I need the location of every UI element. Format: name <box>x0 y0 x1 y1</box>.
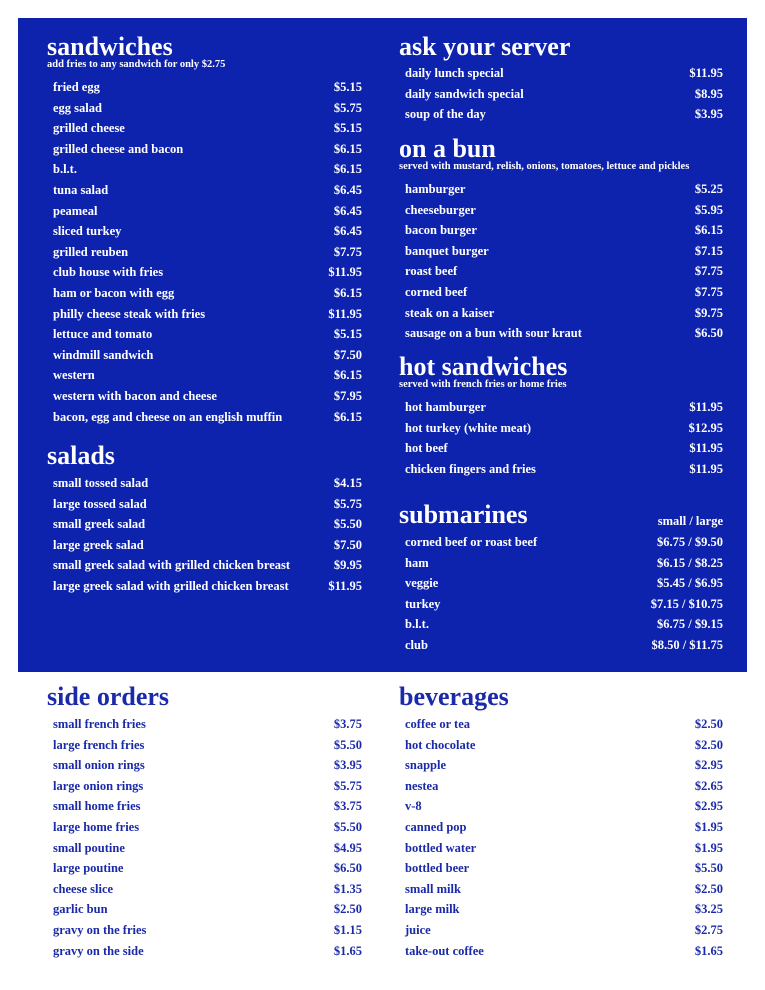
menu-item-name: hot hamburger <box>405 400 486 414</box>
menu-item-price: $7.15 / $10.75 <box>650 596 723 611</box>
menu-item <box>399 735 723 756</box>
menu-item <box>399 200 723 221</box>
menu-item <box>47 858 362 879</box>
menu-item-name: large french fries <box>53 737 145 752</box>
menu-item-name: cheese slice <box>53 881 114 896</box>
menu-item-name: grilled cheese and bacon <box>53 141 184 156</box>
menu-item-price: $3.25 <box>694 902 723 917</box>
menu-item <box>47 473 362 494</box>
menu-item-name: soup of the day <box>405 107 486 122</box>
menu-item <box>399 879 723 900</box>
menu-item-price: $2.50 <box>694 737 723 752</box>
menu-item-name: v-8 <box>405 799 422 814</box>
salads-list <box>47 473 362 597</box>
menu-item-name: b.l.t. <box>405 617 429 632</box>
menu-item-price: $5.15 <box>333 80 362 94</box>
menu-item <box>399 614 723 635</box>
menu-item-price: $4.95 <box>333 840 362 855</box>
menu-item-price: $7.50 <box>333 537 362 552</box>
menu-item <box>399 714 723 735</box>
menu-item <box>47 365 362 386</box>
menu-item <box>47 345 362 366</box>
menu-item-name: banquet burger <box>405 243 489 258</box>
menu-item-price: $2.65 <box>694 778 723 793</box>
menu-item <box>47 796 362 817</box>
menu-item <box>47 262 362 283</box>
menu-item-price: $5.75 <box>333 100 362 115</box>
menu-item <box>399 920 723 941</box>
menu-item-price: $6.45 <box>333 224 362 239</box>
menu-item <box>47 159 362 180</box>
menu-item-price: $6.15 <box>333 141 362 156</box>
menu-item-name: nestea <box>405 778 439 793</box>
menu-item-name: windmill sandwich <box>53 347 154 362</box>
menu-item-name: small greek salad with grilled chicken breast <box>53 558 291 573</box>
menu-item-name: corned beef or roast beef <box>405 535 538 549</box>
menu-item-price: $11.95 <box>689 461 723 476</box>
menu-item-price: $5.50 <box>333 819 362 834</box>
hot-sandwiches-section <box>399 354 723 479</box>
menu-item <box>47 714 362 735</box>
menu-item-price: $6.75 / $9.15 <box>657 617 723 632</box>
menu-item-price: $1.95 <box>694 840 723 855</box>
menu-item <box>399 838 723 859</box>
menu-item <box>399 323 723 344</box>
submarines-section <box>399 502 723 656</box>
menu-item-price: $2.50 <box>694 881 723 896</box>
menu-item <box>399 241 723 262</box>
menu-item-name: large poutine <box>53 861 124 876</box>
menu-item-price: $6.45 <box>333 203 362 218</box>
menu-item <box>399 63 723 84</box>
menu-item-price: $6.15 <box>333 162 362 177</box>
beverages-section <box>399 684 723 961</box>
menu-item <box>47 118 362 139</box>
menu-item-price: $6.15 <box>694 223 723 238</box>
menu-item-price: $1.65 <box>333 943 362 958</box>
menu-item-name: small milk <box>405 881 461 896</box>
on-a-bun-title: on a bun <box>399 134 496 163</box>
menu-item-name: daily lunch special <box>405 66 504 80</box>
menu-item-price: $2.50 <box>694 717 723 731</box>
hot-sandwiches-subtitle: served with french fries or home fries <box>399 379 567 390</box>
menu-item-price: $11.95 <box>328 306 362 321</box>
menu-item <box>399 84 723 105</box>
menu-item <box>47 535 362 556</box>
menu-item <box>47 242 362 263</box>
menu-item <box>47 735 362 756</box>
sandwiches-subtitle: add fries to any sandwich for only $2.75 <box>47 59 226 70</box>
menu-item-price: $6.45 <box>333 182 362 197</box>
menu-item-name: bacon burger <box>405 223 477 238</box>
menu-item-price: $11.95 <box>328 265 362 280</box>
menu-item-price: $6.15 <box>333 409 362 424</box>
menu-item-name: large milk <box>405 902 460 917</box>
salads-title: salads <box>47 441 115 470</box>
menu-item <box>399 755 723 776</box>
menu-item-price: $2.95 <box>694 799 723 814</box>
menu-item <box>47 139 362 160</box>
menu-item-name: western with bacon and cheese <box>53 388 217 403</box>
menu-item <box>47 180 362 201</box>
menu-item-name: small poutine <box>53 840 125 855</box>
menu-item-price: $6.50 <box>333 861 362 876</box>
menu-item <box>47 899 362 920</box>
ask-server-section <box>399 34 723 125</box>
menu-item <box>47 817 362 838</box>
menu-item-name: ham <box>405 555 429 570</box>
menu-item-name: large onion rings <box>53 778 144 793</box>
hot-sandwiches-title: hot sandwiches <box>399 352 568 381</box>
menu-item-price: $3.75 <box>333 717 362 731</box>
menu-item <box>399 438 723 459</box>
menu-item-name: juice <box>405 922 431 937</box>
menu-item <box>47 221 362 242</box>
menu-item <box>47 514 362 535</box>
menu-item <box>47 576 362 597</box>
menu-item <box>399 104 723 125</box>
menu-item-price: $1.35 <box>333 881 362 896</box>
menu-item-name: snapple <box>405 758 446 773</box>
menu-item-price: $7.75 <box>333 244 362 259</box>
menu-item-price: $5.25 <box>694 182 723 196</box>
menu-item <box>399 941 723 962</box>
menu-item <box>399 553 723 574</box>
menu-item-name: large home fries <box>53 819 140 834</box>
menu-item <box>47 407 362 428</box>
menu-item-name: daily sandwich special <box>405 86 524 101</box>
menu-item <box>399 179 723 200</box>
menu-item-name: corned beef <box>405 284 468 299</box>
side-orders-list <box>47 714 362 961</box>
menu-item-price: $7.95 <box>333 388 362 403</box>
menu-item-price: $8.50 / $11.75 <box>651 637 723 652</box>
menu-item-name: large tossed salad <box>53 496 147 511</box>
menu-item <box>47 98 362 119</box>
menu-item-price: $5.50 <box>333 737 362 752</box>
menu-item <box>399 459 723 480</box>
menu-item-price: $11.95 <box>689 400 723 414</box>
menu-item-name: grilled reuben <box>53 244 129 259</box>
menu-item-price: $5.95 <box>694 202 723 217</box>
menu-item-name: fried egg <box>53 80 100 94</box>
menu-item-name: roast beef <box>405 264 458 279</box>
menu-item <box>47 879 362 900</box>
menu-item-price: $11.95 <box>689 441 723 456</box>
side-orders-section <box>47 684 362 961</box>
menu-item <box>47 755 362 776</box>
ask-server-title: ask your server <box>399 32 571 61</box>
menu-item-price: $7.15 <box>694 243 723 258</box>
menu-item <box>399 796 723 817</box>
menu-item-name: large greek salad with grilled chicken breast <box>53 578 289 593</box>
menu-item-name: bottled water <box>405 840 477 855</box>
menu-item <box>399 532 723 553</box>
menu-item-price: $6.75 / $9.50 <box>657 535 723 549</box>
menu-item-price: $4.15 <box>333 476 362 490</box>
menu-item-name: gravy on the fries <box>53 922 147 937</box>
menu-item-name: bottled beer <box>405 861 470 876</box>
menu-item-name: large greek salad <box>53 537 144 552</box>
menu-item-name: philly cheese steak with fries <box>53 306 206 321</box>
menu-item <box>399 594 723 615</box>
menu-item-name: b.l.t. <box>53 162 77 177</box>
menu-item-name: hamburger <box>405 182 466 196</box>
menu-item-name: canned pop <box>405 819 467 834</box>
menu-item <box>399 261 723 282</box>
menu-item-name: small onion rings <box>53 758 145 773</box>
menu-item-name: coffee or tea <box>405 717 471 731</box>
menu-item <box>47 776 362 797</box>
menu-item-name: hot turkey (white meat) <box>405 420 532 435</box>
menu-item <box>399 899 723 920</box>
hot-sandwiches-list <box>399 397 723 479</box>
menu-item-name: western <box>53 368 95 383</box>
menu-item <box>47 201 362 222</box>
menu-item-name: sausage on a bun with sour kraut <box>405 326 582 341</box>
menu-item-price: $6.15 / $8.25 <box>657 555 723 570</box>
menu-item <box>47 941 362 962</box>
menu-item <box>47 838 362 859</box>
menu-item-price: $8.95 <box>694 86 723 101</box>
side-orders-title: side orders <box>47 682 170 711</box>
menu-item-price: $6.15 <box>333 285 362 300</box>
menu-item-name: small greek salad <box>53 517 146 532</box>
menu-item-name: turkey <box>405 596 441 611</box>
menu-item-price: $12.95 <box>688 420 723 435</box>
menu-item-price: $6.15 <box>333 368 362 383</box>
menu-item-price: $3.95 <box>333 758 362 773</box>
menu-item-name: cheeseburger <box>405 202 476 217</box>
menu-item-price: $1.15 <box>333 922 362 937</box>
menu-item-price: $7.50 <box>333 347 362 362</box>
menu-item-name: egg salad <box>53 100 102 115</box>
menu-item-name: club <box>405 637 428 652</box>
menu-item-price: $5.75 <box>333 496 362 511</box>
sandwiches-list <box>47 77 362 427</box>
menu-item-name: club house with fries <box>53 265 164 280</box>
menu-item-price: $5.45 / $6.95 <box>657 576 723 591</box>
menu-item-name: lettuce and tomato <box>53 327 153 342</box>
menu-item <box>399 397 723 418</box>
salads-section <box>47 443 362 597</box>
menu-item-name: bacon, egg and cheese on an english muffin <box>53 409 283 424</box>
menu-item-price: $3.95 <box>694 107 723 122</box>
menu-item-name: gravy on the side <box>53 943 144 958</box>
menu-item <box>399 282 723 303</box>
menu-item-price: $7.75 <box>694 264 723 279</box>
menu-item-price: $11.95 <box>689 66 723 80</box>
menu-item <box>399 858 723 879</box>
menu-item-name: garlic bun <box>53 902 108 917</box>
menu-item-name: small tossed salad <box>53 476 149 490</box>
menu-item-price: $2.75 <box>694 922 723 937</box>
on-a-bun-list <box>399 179 723 344</box>
menu-item <box>399 303 723 324</box>
menu-item <box>399 817 723 838</box>
menu-item-price: $9.75 <box>694 305 723 320</box>
sandwiches-section <box>47 34 362 427</box>
on-a-bun-section <box>399 136 723 344</box>
on-a-bun-subtitle: served with mustard, relish, onions, tomatoes, lettuce and pickles <box>399 161 690 172</box>
menu-item <box>47 283 362 304</box>
menu-item <box>399 776 723 797</box>
menu-item-price: $3.75 <box>333 799 362 814</box>
submarines-title: submarines <box>399 500 528 529</box>
menu-item <box>399 635 723 656</box>
submarines-size-header: small / large <box>657 514 723 528</box>
menu-item-name: hot chocolate <box>405 737 476 752</box>
menu-item-name: small home fries <box>53 799 141 814</box>
ask-server-list <box>399 63 723 125</box>
menu-item-price: $5.50 <box>694 861 723 876</box>
menu-item-price: $7.75 <box>694 284 723 299</box>
menu-item-price: $5.15 <box>333 327 362 342</box>
menu-item-price: $2.95 <box>694 758 723 773</box>
menu-item <box>47 494 362 515</box>
beverages-title: beverages <box>399 682 509 711</box>
menu-item-name: steak on a kaiser <box>405 305 495 320</box>
menu-item-price: $1.95 <box>694 819 723 834</box>
menu-item-price: $5.50 <box>333 517 362 532</box>
menu-item <box>47 304 362 325</box>
menu-item-name: veggie <box>405 576 439 591</box>
menu-item <box>47 324 362 345</box>
menu-item <box>399 573 723 594</box>
menu-item-price: $5.75 <box>333 778 362 793</box>
menu-item-name: hot beef <box>405 441 448 456</box>
menu-item <box>47 77 362 98</box>
submarines-list <box>399 532 723 656</box>
menu-item-name: peameal <box>53 203 98 218</box>
menu-item-name: tuna salad <box>53 182 109 197</box>
menu-item <box>399 418 723 439</box>
menu-item <box>47 555 362 576</box>
menu-item-name: ham or bacon with egg <box>53 285 175 300</box>
menu-item-name: chicken fingers and fries <box>405 461 536 476</box>
menu-item-price: $5.15 <box>333 121 362 136</box>
menu-item-name: take-out coffee <box>405 943 484 958</box>
menu-item-name: grilled cheese <box>53 121 125 136</box>
sandwiches-title: sandwiches <box>47 32 173 61</box>
menu-item-price: $2.50 <box>333 902 362 917</box>
menu-item-price: $9.95 <box>333 558 362 573</box>
menu-item-name: small french fries <box>53 717 146 731</box>
beverages-list <box>399 714 723 961</box>
menu-item-name: sliced turkey <box>53 224 122 239</box>
menu-item-price: $11.95 <box>328 578 362 593</box>
menu-item <box>47 920 362 941</box>
menu-item <box>399 220 723 241</box>
menu-item-price: $1.65 <box>694 943 723 958</box>
menu-item <box>47 386 362 407</box>
menu-item-price: $6.50 <box>694 326 723 341</box>
